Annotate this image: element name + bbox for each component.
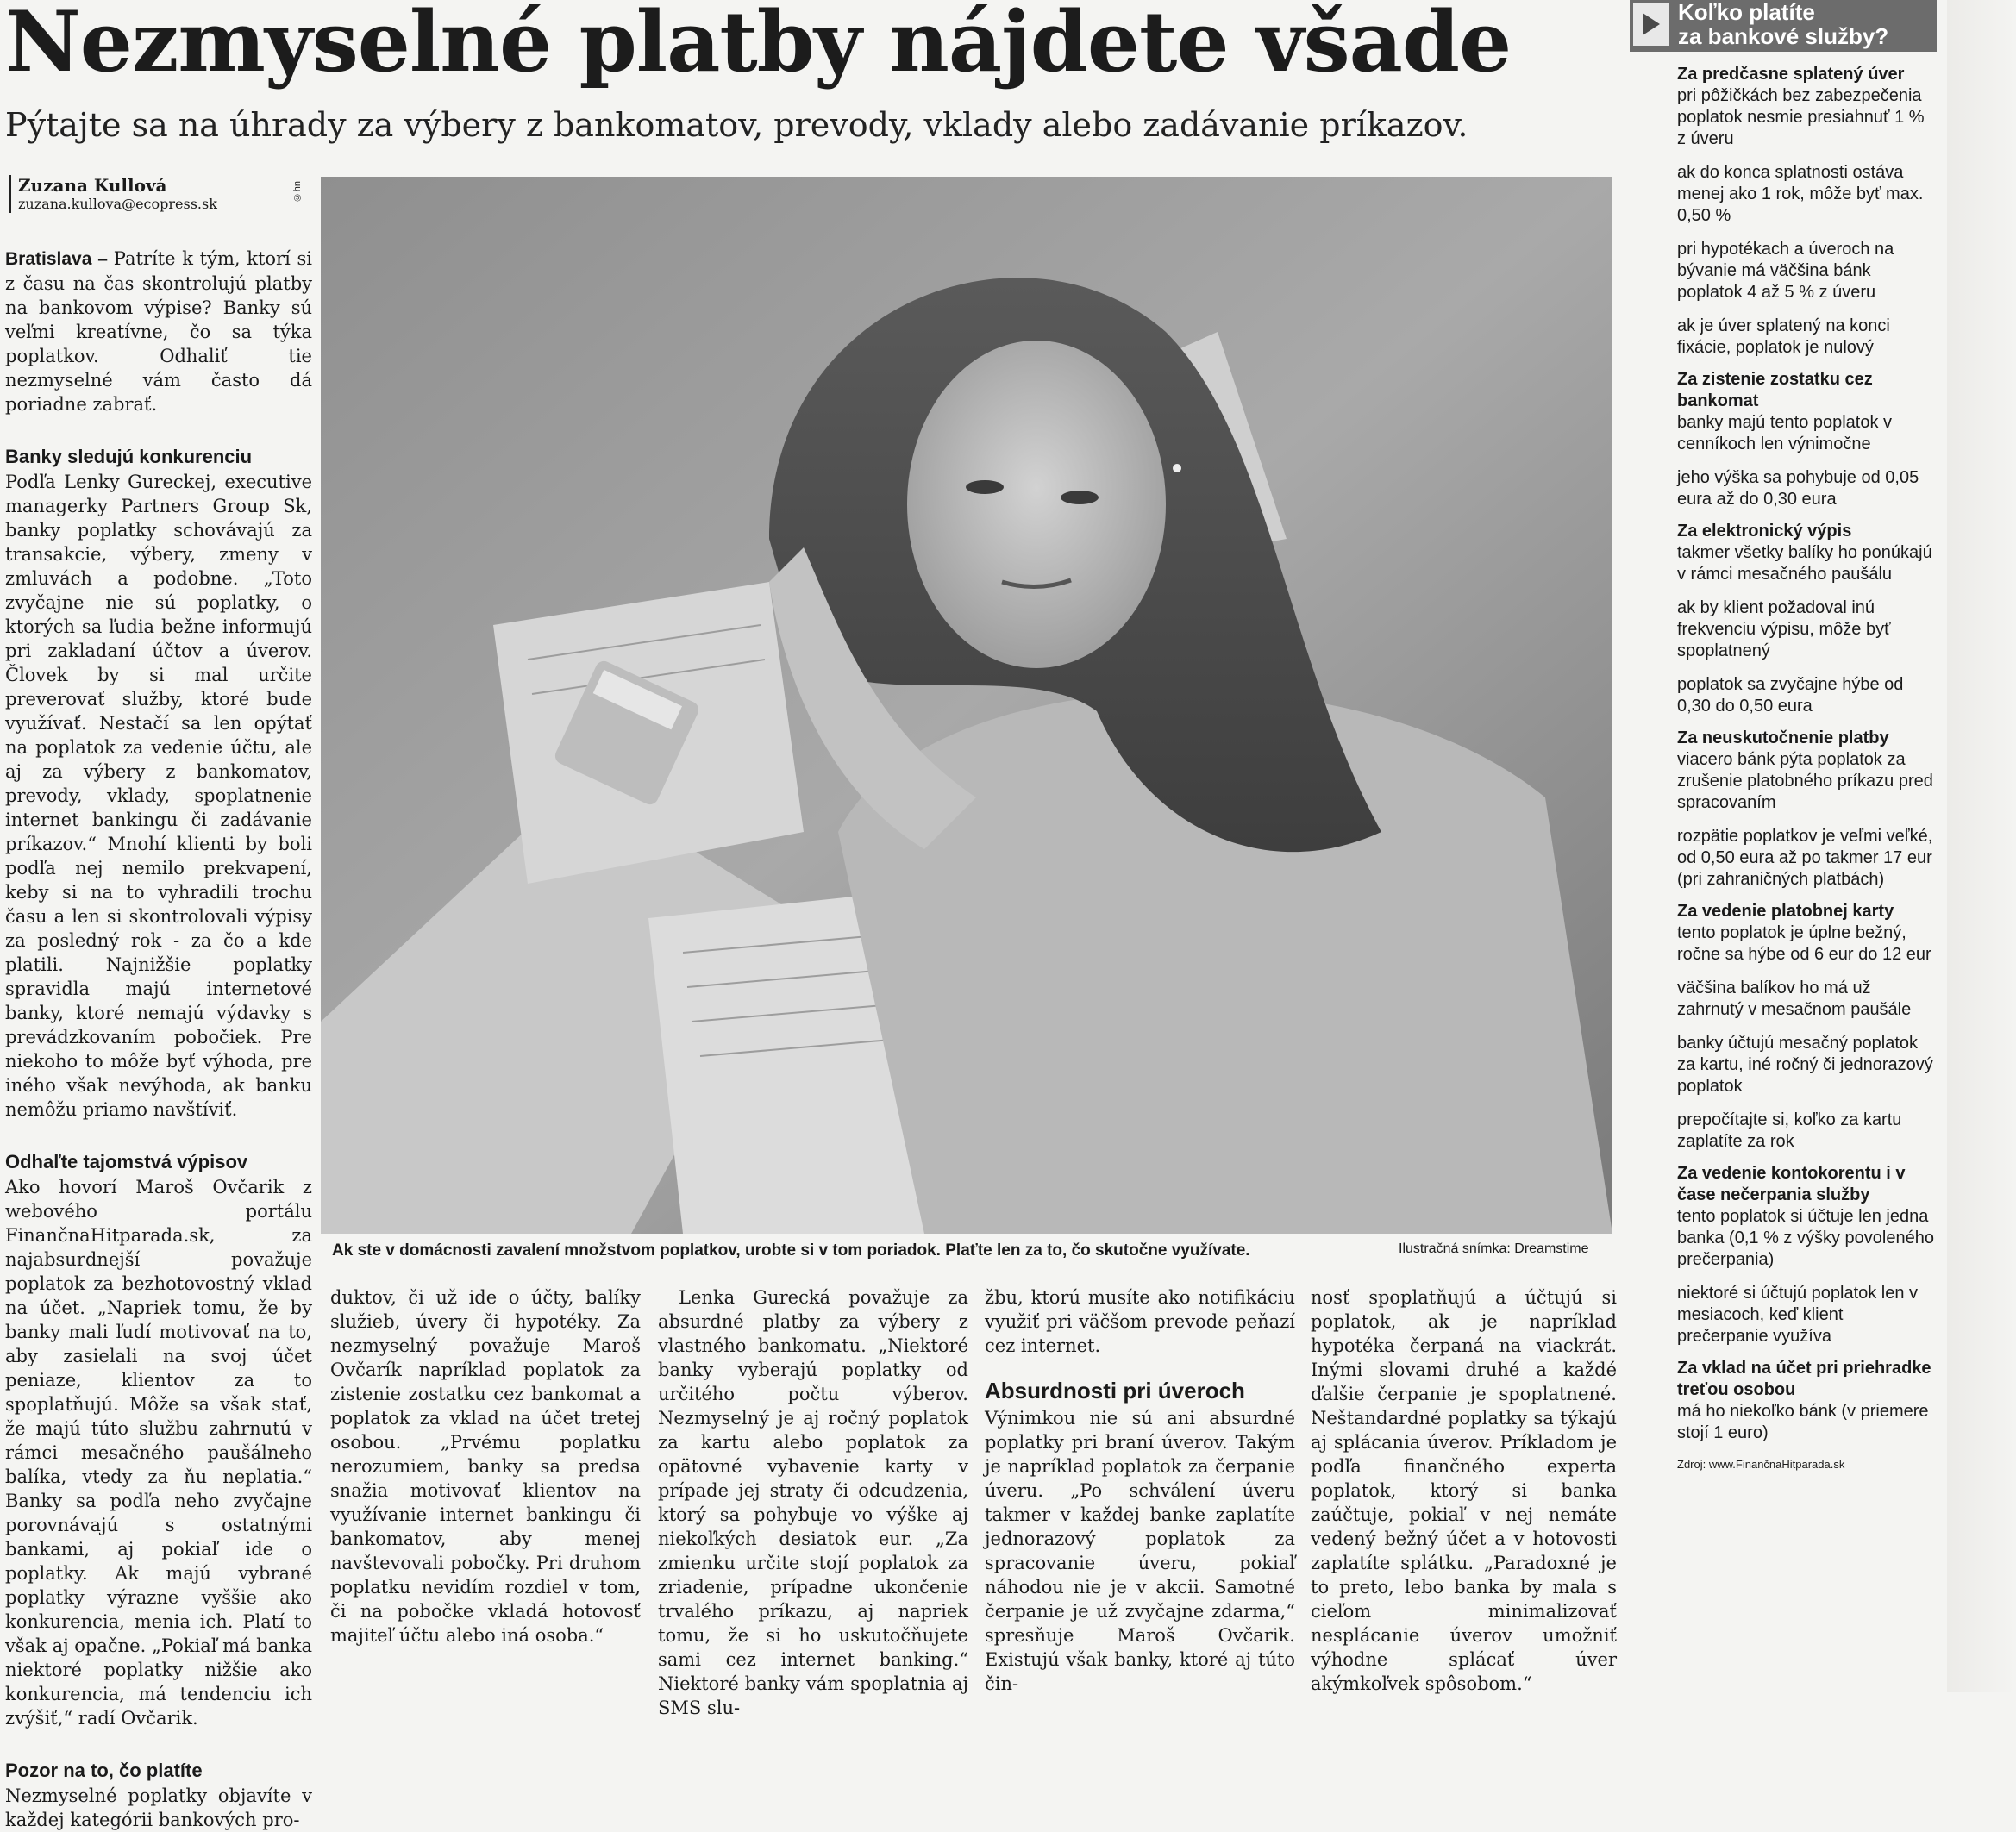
sidebar-section-heading: Za vedenie kontokorentu i v čase nečerpania služby [1677,1164,1906,1204]
sidebar-item: väčšina balíkov ho má už zahrnutý v mesačnom paušále [1677,979,1912,1019]
photo-caption: Ak ste v domácnosti zavalení množstvom poplatkov, urobte si v tom poriadok. Plaťte len za to, čo skutočne využívate. [332,1241,1250,1260]
paragraph: Nezmyselné poplatky objavíte v každej kategórii bankových pro- [5,1785,312,1830]
paragraph: žbu, ktorú musíte ako notifikáciu využiť pri väčšom prevode peňazí cez internet. [985,1287,1295,1356]
paragraph: duktov, či už ide o účty, balíky služieb, úvery či hypotéky. Za nezmyselný považuje Maroš Ovčarík napríklad poplatok za zistenie zostatku cez bankomat a poplatok za vklad na účet tretej osobou. „Prvému poplatku nerozumiem, banky sa predsa snažia motivovať klientov na využívanie internet bankingu či bankomatov, aby menej navštevovali pobočky. Pri druhom poplatku nevidím rozdiel v tom, či na pobočke vkladá hotovosť majiteľ účtu alebo iná osoba.“ [330,1287,641,1646]
sidebar-section-heading: Za vedenie platobnej karty [1677,902,1894,921]
article-photo [321,177,1612,1234]
paragraph: Ako hovorí Maroš Ovčarik z webového portálu FinančnaHitparada.sk, za najabsurdnejší považuje poplatok za bezhotovostný vklad na účet. „Napriek tomu, že by banky mali ľudí motivovať na to, aby zasielali na svoj účet peniaze, klientov za to spoplatňujú. Môže sa však stať, že majú túto službu zahrnutú v rámci mesačného paušálneho balíka, vtedy za ňu neplatia.“ Banky sa podľa neho zvyčajne porovnávajú s ostatnými bankami, aj pokiaľ ide o poplatky. Ak majú vybrané poplatky výrazne vyššie ako konkurencia, menia ich. Platí to však aj opačne. „Pokiaľ má banka niektoré poplatky nižšie ako konkurencia, má tendenciu ich zvýšiť,“ radí Ovčarik. [5,1177,312,1729]
sidebar-item: tento poplatok je úplne bežný, ročne sa hýbe od 6 eur do 12 eur [1677,923,1931,964]
article-column-3 [658,1285,968,1720]
sidebar-item: má ho niekoľko bánk (v priemere stojí 1 euro) [1677,1402,1929,1442]
sidebar-section-heading: Za predčasne splatený úver [1677,65,1905,84]
sidebar-item: pri hypotékach a úveroch na bývanie má väčšina bánk poplatok 4 až 5 % z úveru [1677,240,1894,302]
paragraph: Podľa Lenky Gureckej, executive managerky Partners Group Sk, banky poplatky schovávajú za transakcie, výbery, zmeny v zmluvách a podobne. „Toto zvyčajne nie sú poplatky, o ktorých sa ľudia bežne informujú pri zakladaní účtov a úverov. Človek by si mal určite preverovať služby, ktoré bude využívať. Nestačí sa len opýtať na poplatok za vedenie účtu, ale aj za výbery z bankomatov, prevody, vklady, spoplatnenie internet bankingu či zadávanie príkazov.“ Mnohí klienti by boli podľa nej nemilo prekvapení, keby si na to vyhradili trochu času a len si skontrolovali výpisy za posledný rok - za čo a kde platili. Najnižšie poplatky spravidla majú internetové banky, ktoré nemajú výdavky s prevádzkovaním pobočiek. Pre niekoho to môže byť výhoda, pre iného však nevýhoda, ak banku nemôžu priamo navštíviť. [5,472,312,1120]
sidebar-item: banky majú tento poplatok v cenníkoch len výnimočne [1677,413,1893,453]
author-email: zuzana.kullova@ecopress.sk [18,196,217,212]
article-column-4 [985,1285,1295,1696]
section-heading: Pozor na to, čo platíte [5,1760,203,1781]
sidebar-section-heading: Za neuskutočnenie platby [1677,728,1889,747]
sidebar-item: rozpätie poplatkov je veľmi veľké, od 0,50 eura až po takmer 17 eur (pri zahraničných platbách) [1677,827,1933,889]
sidebar-body [1677,64,1936,1471]
sidebar-item: ak je úver splatený na konci fixácie, poplatok je nulový [1677,316,1890,357]
sidebar-item: jeho výška sa pohybuje od 0,05 eura až do 0,30 eura [1677,468,1919,509]
photo-agency-mark: ©hn [292,181,303,203]
paragraph-text: Patríte k tým, ktorí si z času na čas skontrolujú platby na bankovom výpise? Banky sú veľmi kreatívne, čo sa týka poplatkov. Odhaliť tie nezmyselné vám často dá poriadne zabrať. [5,248,312,415]
paragraph [5,247,312,416]
paragraph: Lenka Gurecká považuje za absurdné platby za výbery z vlastného bankomatu. „Niektoré banky vyberajú poplatky od určitého počtu výberov. Nezmyselný je aj ročný poplatok za kartu alebo poplatok za opätovné vybavenie karty v prípade jej straty či odcudzenia, ktorý sa pohybuje vo výške aj niekoľkých desiatok eur. „Za zmienku určite stojí poplatok za zriadenie, prípadne ukončenie trvalého príkazu, aj napriek tomu, že si ho uskutočňujete sami cez internet banking.“ Niektoré banky vám spoplatnia aj SMS slu- [658,1287,968,1718]
sidebar-section [1677,1358,1936,1444]
section-heading: Absurdnosti pri úveroch [985,1378,1245,1404]
sidebar-item: viacero bánk pýta poplatok za zrušenie platobného príkazu pred spracovaním [1677,750,1933,812]
article-column-1 [5,247,312,1832]
sidebar-section [1677,369,1936,510]
sidebar-item: banky účtujú mesačný poplatok za kartu, iné ročný či jednorazový poplatok [1677,1034,1933,1096]
sidebar-item: takmer všetky balíky ho ponúkajú v rámci mesačného paušálu [1677,543,1932,584]
article-column-2 [330,1285,641,1648]
sidebar-section [1677,64,1936,359]
sidebar-item: ak do konca splatnosti ostáva menej ako 1 rok, môže byť max. 0,50 % [1677,163,1924,225]
sidebar-item: niektoré si účtujú poplatok len v mesiacoch, keď klient prečerpanie využíva [1677,1284,1919,1346]
sidebar-title-line: za bankové služby? [1678,23,1889,49]
headline: Nezmyselné platby nájdete všade [5,0,1512,91]
sidebar-section [1677,728,1936,891]
sidebar-section [1677,901,1936,1153]
section-heading: Banky sledujú konkurenciu [5,446,253,467]
paragraph: nosť spoplatňujú a účtujú si poplatok, ak je napríklad hypotéka čerpaná na viackrát. Inými slovami druhé a každé ďalšie čerpanie je spoplatnené. Neštandardné poplatky sa týkajú aj splácania úverov. Príkladom je podľa finančného experta poplatok, ktorý si banka zaúčtuje, pokiaľ v nej nemáte vedený bežný účet a v hotovosti zaplatíte splátku. „Paradoxné je to preto, lebo banka by mala s cieľom minimalizovať nesplácanie úverov umožniť výhodne splácať úver akýmkoľvek spôsobom.“ [1311,1287,1617,1694]
article-column-5 [1311,1285,1617,1696]
sidebar-section-heading: Za vklad na účet pri priehradke treťou osobou [1677,1359,1931,1399]
sidebar-header [1630,0,1937,52]
paragraph: Výnimkou nie sú ani absurdné poplatky pri braní úverov. Takým je napríklad poplatok za čerpanie úveru. „Po schválení úveru takmer v každej banke zaplatíte jednorazový poplatok za spracovanie úveru, pokiaľ náhodou nie je v akcii. Samotné čerpanie je už zvyčajne zdarma,“ spresňuje Maroš Ovčarik. Existujú však banky, ktoré aj túto čin- [985,1408,1295,1694]
sidebar-item: pri pôžičkách bez zabezpečenia poplatok nesmie presiahnuť 1 % z úveru [1677,86,1925,148]
section-heading: Odhaľte tajomstvá výpisov [5,1151,248,1172]
byline [9,175,217,213]
sidebar-title [1678,0,1888,48]
sidebar-section [1677,1163,1936,1347]
play-triangle-icon [1633,3,1669,46]
sidebar-section-heading: Za elektronický výpis [1677,522,1852,541]
sidebar-item: ak by klient požadoval inú frekvenciu výpisu, môže byť spoplatnený [1677,598,1891,660]
sidebar-item: tento poplatok si účtuje len jedna banka (0,1 % z výšky povoleného prečerpania) [1677,1207,1934,1269]
sidebar-item: poplatok sa zvyčajne hýbe od 0,30 do 0,50 eura [1677,675,1904,716]
sidebar-section-heading: Za zistenie zostatku cez bankomat [1677,370,1873,410]
dateline: Bratislava – [5,249,114,269]
sidebar-section [1677,521,1936,717]
photo-credit: Ilustračná snímka: Dreamstime [1399,1241,1589,1256]
subheadline: Pýtajte sa na úhrady za výbery z bankomatov, prevody, vklady alebo zadávanie príkazov. [5,106,1468,144]
sidebar-title-line: Koľko platíte [1678,0,1815,25]
author-name: Zuzana Kullová [18,175,167,196]
adjacent-page-edge [1947,0,2016,1692]
sidebar-item: prepočítajte si, koľko za kartu zaplatíte za rok [1677,1110,1902,1151]
sidebar-source: Zdroj: www.FinančnaHitparada.sk [1677,1458,1845,1471]
